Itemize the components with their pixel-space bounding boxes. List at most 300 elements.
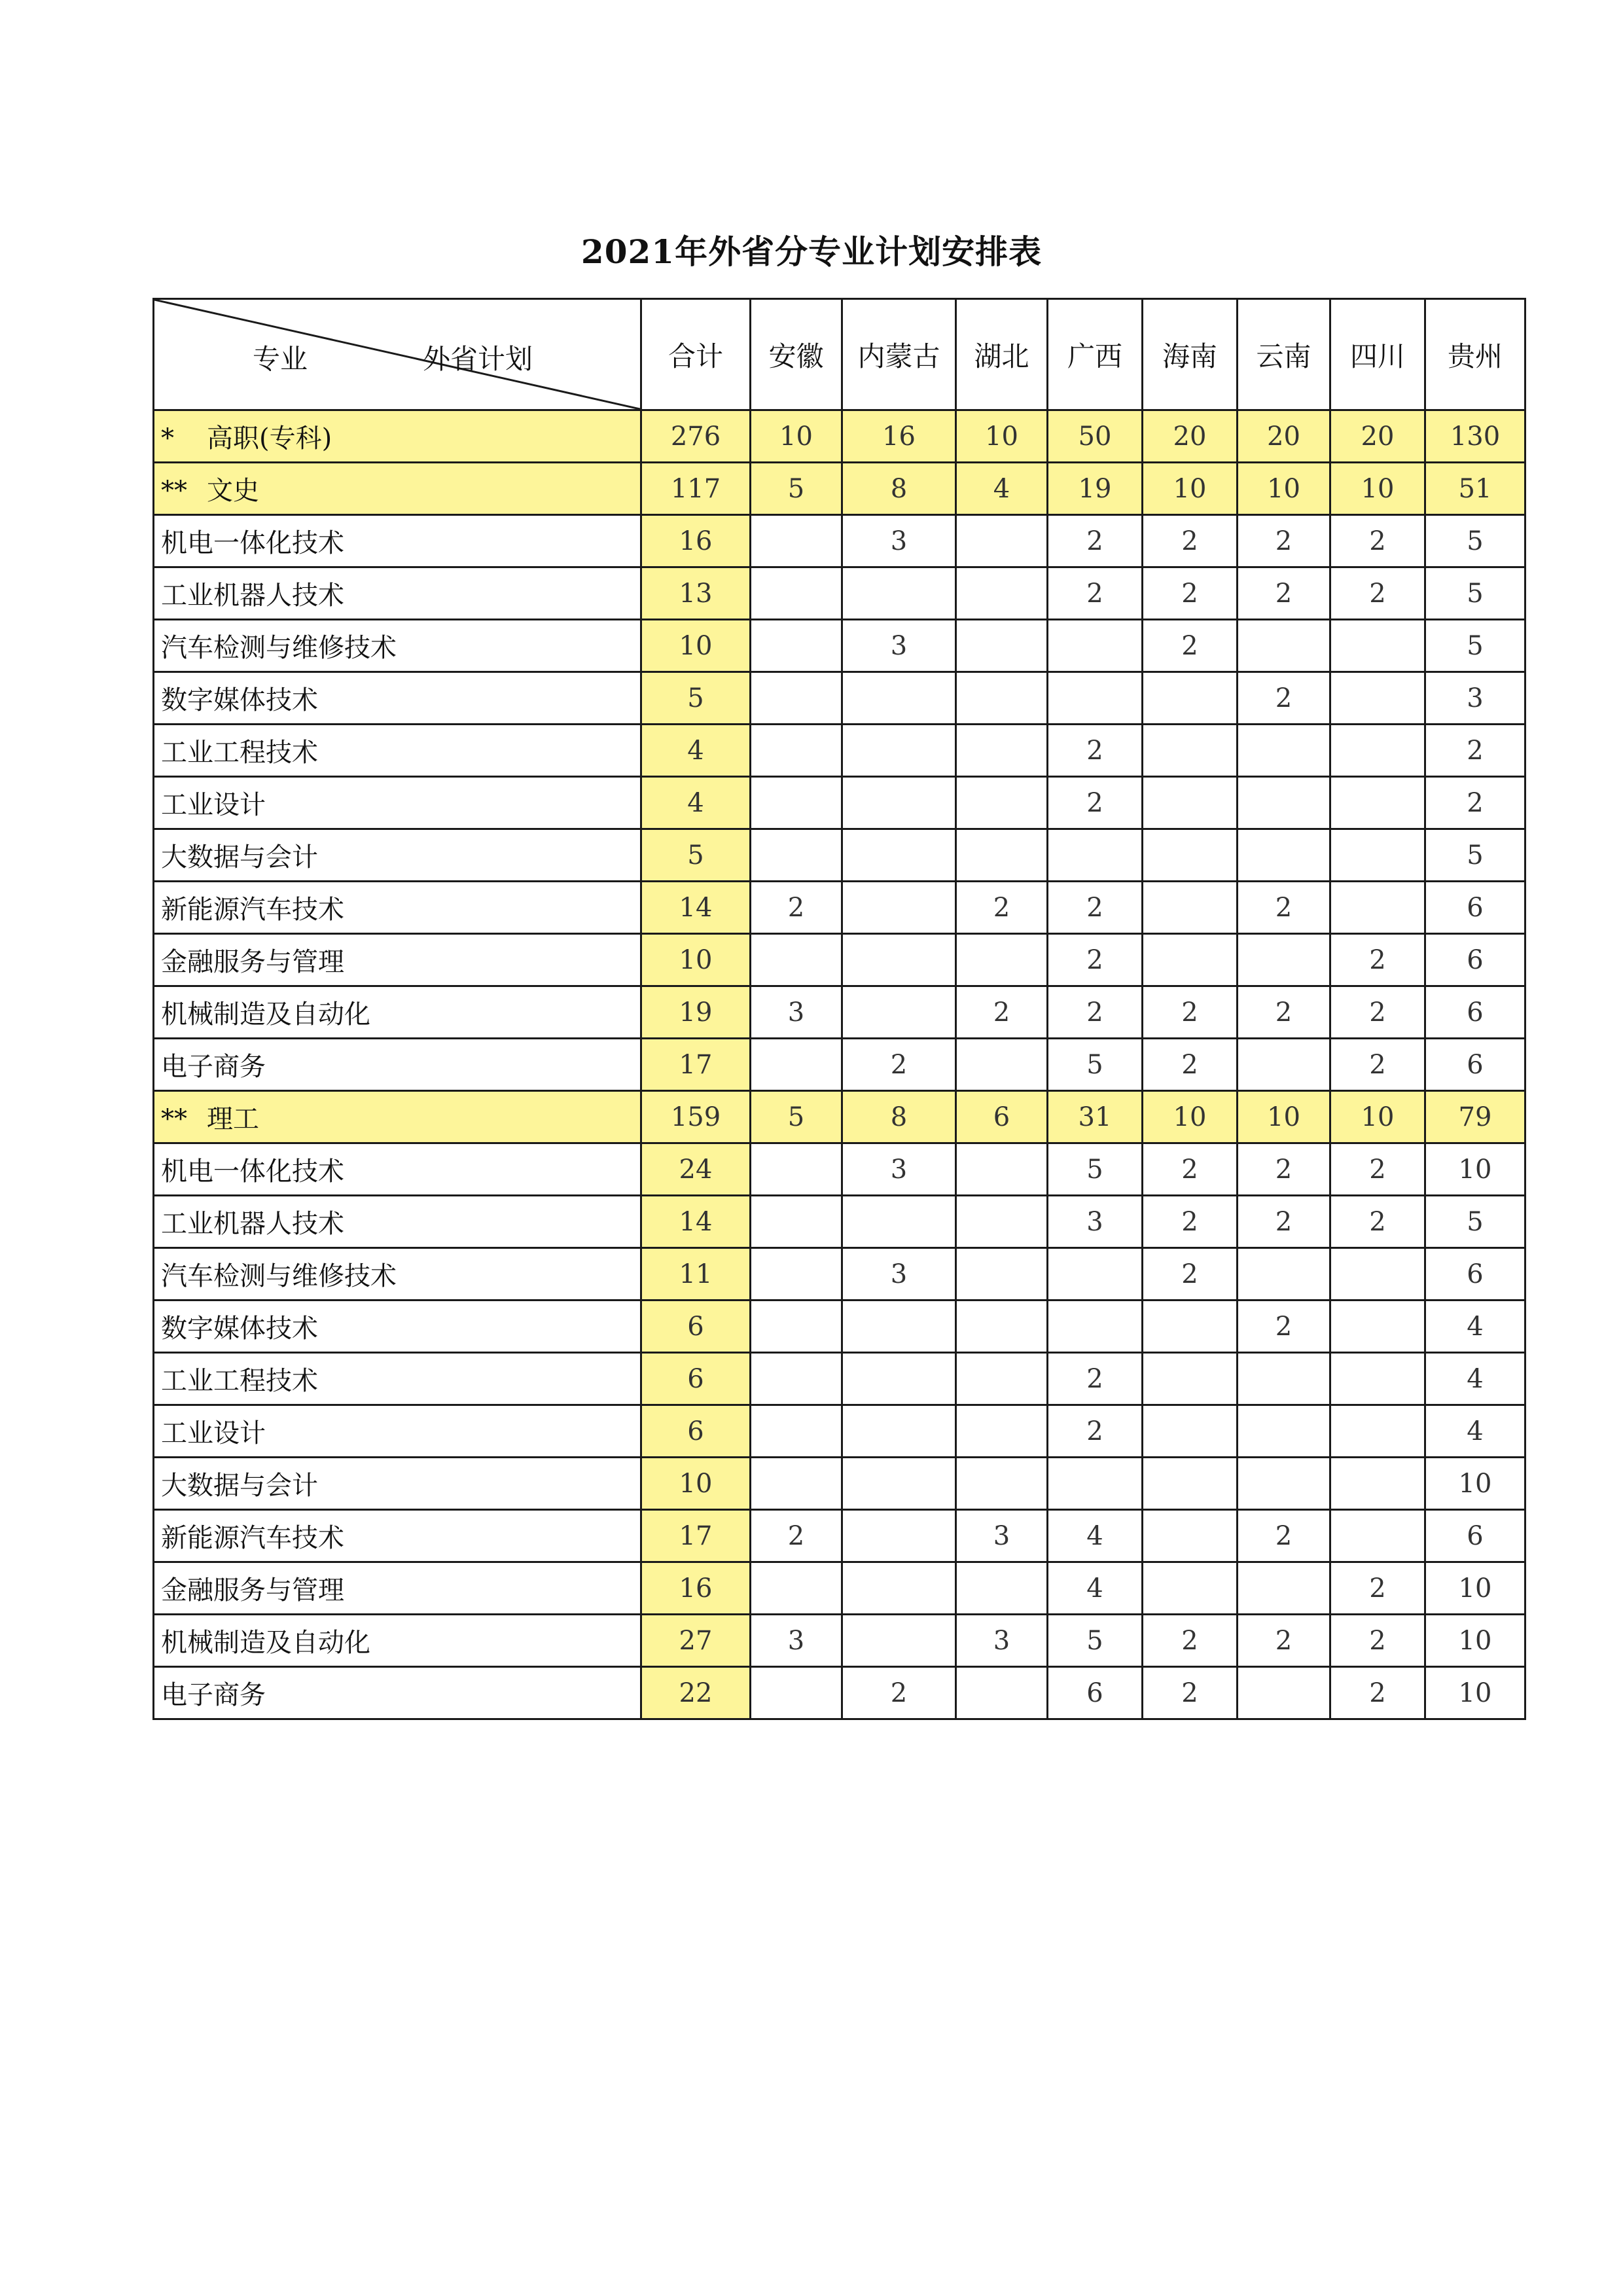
- major-name-cell: [154, 1615, 641, 1667]
- province-value-cell: [1238, 1353, 1330, 1405]
- province-value-cell: 2: [1143, 620, 1238, 672]
- province-value-cell: [956, 567, 1048, 620]
- province-value-cell: [1143, 829, 1238, 882]
- province-value-cell: [1048, 1458, 1143, 1510]
- province-value-cell: [1330, 777, 1425, 829]
- province-value-cell: [751, 567, 842, 620]
- province-value-cell: [842, 1405, 956, 1458]
- major-name-cell: [154, 1248, 641, 1300]
- total-cell: 17: [641, 1510, 751, 1562]
- province-value-cell: [751, 1405, 842, 1458]
- province-value-cell: 10: [1330, 1091, 1425, 1143]
- province-value-cell: 2: [1238, 1143, 1330, 1196]
- total-cell: 10: [641, 934, 751, 986]
- province-value-cell: [956, 1405, 1048, 1458]
- major-name-cell: [154, 1196, 641, 1248]
- total-cell: 14: [641, 1196, 751, 1248]
- column-header: 安徽: [751, 299, 842, 410]
- province-value-cell: [842, 1510, 956, 1562]
- province-value-cell: [1330, 725, 1425, 777]
- major-name-cell: [154, 934, 641, 986]
- group-marker: *: [161, 423, 174, 454]
- province-value-cell: 5: [751, 463, 842, 515]
- province-value-cell: 6: [1425, 1248, 1525, 1300]
- major-name: 机电一体化技术: [161, 528, 344, 558]
- province-value-cell: [1330, 882, 1425, 934]
- province-value-cell: 2: [1330, 1196, 1425, 1248]
- province-value-cell: 2: [842, 1667, 956, 1719]
- total-cell: 17: [641, 1039, 751, 1091]
- major-name-cell: [154, 672, 641, 725]
- province-value-cell: 2: [1048, 725, 1143, 777]
- major-name-cell: [154, 777, 641, 829]
- province-value-cell: 2: [1330, 986, 1425, 1039]
- corner-label-major: 专业: [253, 343, 308, 375]
- table-row: [154, 1248, 1525, 1300]
- group-marker: **: [161, 1104, 187, 1134]
- province-value-cell: [1048, 829, 1143, 882]
- major-name: 电子商务: [161, 1052, 266, 1082]
- diagonal-divider: [154, 300, 640, 409]
- province-value-cell: [842, 934, 956, 986]
- province-value-cell: [956, 1300, 1048, 1353]
- major-name: 大数据与会计: [161, 1471, 318, 1501]
- total-cell: 10: [641, 1458, 751, 1510]
- major-name: 汽车检测与维修技术: [161, 633, 397, 663]
- province-value-cell: 2: [1048, 986, 1143, 1039]
- column-header: 海南: [1143, 299, 1238, 410]
- province-value-cell: 10: [751, 410, 842, 463]
- province-value-cell: 2: [1143, 1248, 1238, 1300]
- major-name: 机械制造及自动化: [161, 1628, 370, 1658]
- province-value-cell: 2: [842, 1039, 956, 1091]
- province-value-cell: 2: [1143, 1667, 1238, 1719]
- province-value-cell: 50: [1048, 410, 1143, 463]
- province-value-cell: [956, 1667, 1048, 1719]
- province-value-cell: 31: [1048, 1091, 1143, 1143]
- province-value-cell: 2: [1330, 567, 1425, 620]
- province-value-cell: [842, 1562, 956, 1615]
- province-value-cell: 2: [1048, 882, 1143, 934]
- province-value-cell: 3: [1425, 672, 1525, 725]
- page-title: 2021年外省分专业计划安排表: [580, 232, 1043, 271]
- table-body: [154, 410, 1525, 1719]
- major-name: 金融服务与管理: [161, 1575, 344, 1605]
- province-value-cell: [956, 1248, 1048, 1300]
- table-row: [154, 1405, 1525, 1458]
- total-cell: 6: [641, 1353, 751, 1405]
- province-value-cell: [1330, 1510, 1425, 1562]
- province-value-cell: 5: [1425, 1196, 1525, 1248]
- province-value-cell: [751, 1562, 842, 1615]
- province-value-cell: 2: [1143, 1143, 1238, 1196]
- major-name-cell: [154, 1667, 641, 1719]
- province-value-cell: 2: [1330, 515, 1425, 567]
- province-value-cell: 2: [1330, 1615, 1425, 1667]
- province-value-cell: [751, 1353, 842, 1405]
- province-value-cell: 10: [1330, 463, 1425, 515]
- province-value-cell: 2: [1238, 986, 1330, 1039]
- major-name-cell: [154, 1039, 641, 1091]
- province-value-cell: 2: [1143, 1196, 1238, 1248]
- province-value-cell: [1048, 672, 1143, 725]
- province-value-cell: 5: [1425, 515, 1525, 567]
- major-name-cell: [154, 567, 641, 620]
- province-value-cell: [1330, 672, 1425, 725]
- group-marker: **: [161, 476, 187, 506]
- province-value-cell: [751, 725, 842, 777]
- province-value-cell: 6: [1425, 882, 1525, 934]
- province-value-cell: 8: [842, 463, 956, 515]
- header-row: [154, 299, 1525, 410]
- province-value-cell: [751, 1248, 842, 1300]
- province-value-cell: 2: [1238, 882, 1330, 934]
- column-header: 云南: [1238, 299, 1330, 410]
- total-cell: 4: [641, 725, 751, 777]
- province-value-cell: 10: [956, 410, 1048, 463]
- province-value-cell: [751, 829, 842, 882]
- group-row: [154, 1091, 1525, 1143]
- province-value-cell: 130: [1425, 410, 1525, 463]
- province-value-cell: 2: [1330, 1667, 1425, 1719]
- total-cell: 276: [641, 410, 751, 463]
- province-value-cell: [842, 1615, 956, 1667]
- table-row: [154, 777, 1525, 829]
- total-cell: 14: [641, 882, 751, 934]
- table-row: [154, 1458, 1525, 1510]
- province-value-cell: [1330, 1458, 1425, 1510]
- province-value-cell: 3: [751, 1615, 842, 1667]
- total-cell: 19: [641, 986, 751, 1039]
- major-name-cell: [154, 725, 641, 777]
- table-row: [154, 620, 1525, 672]
- major-name-cell: [154, 829, 641, 882]
- table-row: [154, 1300, 1525, 1353]
- corner-header-cell: [154, 299, 641, 410]
- table-row: [154, 1562, 1525, 1615]
- province-value-cell: 2: [1425, 725, 1525, 777]
- group-row: [154, 463, 1525, 515]
- major-name: 新能源汽车技术: [161, 1523, 344, 1553]
- province-value-cell: 3: [842, 1248, 956, 1300]
- province-value-cell: 51: [1425, 463, 1525, 515]
- province-value-cell: [751, 777, 842, 829]
- province-value-cell: [751, 1196, 842, 1248]
- major-name-cell: [154, 1458, 641, 1510]
- province-value-cell: 4: [1048, 1562, 1143, 1615]
- major-name-cell: [154, 986, 641, 1039]
- major-name: 汽车检测与维修技术: [161, 1261, 397, 1291]
- province-value-cell: [1143, 1458, 1238, 1510]
- group-name-cell: [154, 410, 641, 463]
- province-value-cell: 5: [1048, 1039, 1143, 1091]
- table-row: [154, 1510, 1525, 1562]
- province-value-cell: 2: [1143, 1039, 1238, 1091]
- province-value-cell: [1143, 1562, 1238, 1615]
- province-value-cell: 2: [1143, 1615, 1238, 1667]
- column-header: 湖北: [956, 299, 1048, 410]
- major-name: 工业设计: [161, 790, 266, 820]
- table-row: [154, 672, 1525, 725]
- province-value-cell: [1143, 1405, 1238, 1458]
- province-value-cell: [842, 986, 956, 1039]
- plan-table: [152, 298, 1526, 1720]
- province-value-cell: [1143, 882, 1238, 934]
- province-value-cell: [1048, 620, 1143, 672]
- province-value-cell: 8: [842, 1091, 956, 1143]
- table-row: [154, 882, 1525, 934]
- province-value-cell: [956, 1196, 1048, 1248]
- province-value-cell: [1238, 1667, 1330, 1719]
- total-cell: 13: [641, 567, 751, 620]
- province-value-cell: 10: [1238, 463, 1330, 515]
- province-value-cell: [1238, 777, 1330, 829]
- province-value-cell: [956, 1458, 1048, 1510]
- major-name: 工业工程技术: [161, 738, 318, 768]
- province-value-cell: 2: [1425, 777, 1525, 829]
- province-value-cell: 4: [956, 463, 1048, 515]
- province-value-cell: 3: [842, 1143, 956, 1196]
- province-value-cell: [956, 777, 1048, 829]
- province-value-cell: 2: [956, 882, 1048, 934]
- major-name-cell: [154, 1300, 641, 1353]
- province-value-cell: 3: [956, 1510, 1048, 1562]
- province-value-cell: [956, 672, 1048, 725]
- province-value-cell: [1143, 672, 1238, 725]
- major-name: 数字媒体技术: [161, 685, 318, 715]
- province-value-cell: 4: [1425, 1353, 1525, 1405]
- province-value-cell: 2: [1238, 515, 1330, 567]
- table-row: [154, 1615, 1525, 1667]
- province-value-cell: 3: [1048, 1196, 1143, 1248]
- province-value-cell: 19: [1048, 463, 1143, 515]
- province-value-cell: [842, 567, 956, 620]
- province-value-cell: 5: [751, 1091, 842, 1143]
- province-value-cell: 5: [1425, 829, 1525, 882]
- major-name-cell: [154, 1562, 641, 1615]
- province-value-cell: [1330, 829, 1425, 882]
- province-value-cell: 2: [1048, 1353, 1143, 1405]
- total-cell: 11: [641, 1248, 751, 1300]
- province-value-cell: [751, 1143, 842, 1196]
- major-name: 金融服务与管理: [161, 947, 344, 977]
- province-value-cell: 2: [1048, 515, 1143, 567]
- province-value-cell: 2: [1143, 986, 1238, 1039]
- province-value-cell: [956, 1039, 1048, 1091]
- total-cell: 159: [641, 1091, 751, 1143]
- province-value-cell: [1238, 725, 1330, 777]
- province-value-cell: 2: [1330, 1143, 1425, 1196]
- province-value-cell: 2: [1238, 567, 1330, 620]
- total-cell: 4: [641, 777, 751, 829]
- table-row: [154, 1039, 1525, 1091]
- province-value-cell: [1330, 620, 1425, 672]
- province-value-cell: [751, 672, 842, 725]
- province-value-cell: [1330, 1353, 1425, 1405]
- province-value-cell: 2: [956, 986, 1048, 1039]
- total-cell: 16: [641, 1562, 751, 1615]
- total-cell: 22: [641, 1667, 751, 1719]
- province-value-cell: 20: [1238, 410, 1330, 463]
- province-value-cell: [1238, 620, 1330, 672]
- major-name: 工业机器人技术: [161, 1209, 344, 1239]
- table-row: [154, 1143, 1525, 1196]
- group-name: 理工: [207, 1104, 259, 1134]
- province-value-cell: 2: [1238, 1196, 1330, 1248]
- column-header: 内蒙古: [842, 299, 956, 410]
- province-value-cell: 2: [1330, 934, 1425, 986]
- province-value-cell: 2: [1048, 1405, 1143, 1458]
- total-cell: 117: [641, 463, 751, 515]
- province-value-cell: 3: [751, 986, 842, 1039]
- total-cell: 16: [641, 515, 751, 567]
- major-name-cell: [154, 882, 641, 934]
- province-value-cell: [1143, 1300, 1238, 1353]
- province-value-cell: 5: [1425, 567, 1525, 620]
- province-value-cell: 10: [1143, 463, 1238, 515]
- major-name: 工业工程技术: [161, 1366, 318, 1396]
- table-row: [154, 1353, 1525, 1405]
- column-header: 广西: [1048, 299, 1143, 410]
- province-value-cell: [842, 725, 956, 777]
- province-value-cell: [842, 1353, 956, 1405]
- province-value-cell: [1330, 1248, 1425, 1300]
- major-name: 工业机器人技术: [161, 581, 344, 611]
- major-name: 新能源汽车技术: [161, 895, 344, 925]
- province-value-cell: [1143, 1510, 1238, 1562]
- table-row: [154, 515, 1525, 567]
- corner-label-plan: 外省计划: [423, 343, 533, 375]
- major-name: 电子商务: [161, 1680, 266, 1710]
- province-value-cell: 2: [1143, 567, 1238, 620]
- province-value-cell: 6: [956, 1091, 1048, 1143]
- province-value-cell: [842, 1458, 956, 1510]
- major-name: 机电一体化技术: [161, 1157, 344, 1187]
- province-value-cell: 10: [1425, 1143, 1525, 1196]
- group-name-cell: [154, 1091, 641, 1143]
- province-value-cell: 2: [1048, 567, 1143, 620]
- column-header: 合计: [641, 299, 751, 410]
- province-value-cell: 6: [1425, 986, 1525, 1039]
- province-value-cell: 6: [1425, 1510, 1525, 1562]
- major-name: 数字媒体技术: [161, 1314, 318, 1344]
- province-value-cell: 2: [1330, 1562, 1425, 1615]
- total-cell: 6: [641, 1405, 751, 1458]
- province-value-cell: [842, 672, 956, 725]
- province-value-cell: [956, 1143, 1048, 1196]
- major-name: 大数据与会计: [161, 842, 318, 872]
- province-value-cell: 5: [1048, 1615, 1143, 1667]
- province-value-cell: [956, 1562, 1048, 1615]
- province-value-cell: [956, 725, 1048, 777]
- province-value-cell: 4: [1425, 1300, 1525, 1353]
- province-value-cell: 6: [1425, 1039, 1525, 1091]
- column-header: 贵州: [1425, 299, 1525, 410]
- province-value-cell: 2: [1048, 934, 1143, 986]
- table-row: [154, 725, 1525, 777]
- group-row: [154, 410, 1525, 463]
- province-value-cell: 6: [1048, 1667, 1143, 1719]
- total-cell: 5: [641, 829, 751, 882]
- province-value-cell: [1330, 1300, 1425, 1353]
- major-name-cell: [154, 1405, 641, 1458]
- province-value-cell: [751, 934, 842, 986]
- province-value-cell: [1048, 1248, 1143, 1300]
- province-value-cell: 2: [1330, 1039, 1425, 1091]
- province-value-cell: [751, 1458, 842, 1510]
- province-value-cell: 20: [1330, 410, 1425, 463]
- total-cell: 10: [641, 620, 751, 672]
- province-value-cell: [1238, 1562, 1330, 1615]
- province-value-cell: [1238, 1458, 1330, 1510]
- table-row: [154, 1196, 1525, 1248]
- major-name-cell: [154, 1510, 641, 1562]
- major-name-cell: [154, 515, 641, 567]
- province-value-cell: [1238, 934, 1330, 986]
- province-value-cell: 4: [1425, 1405, 1525, 1458]
- group-name: 高职(专科): [207, 423, 332, 454]
- province-value-cell: [956, 1353, 1048, 1405]
- province-value-cell: 20: [1143, 410, 1238, 463]
- total-cell: 6: [641, 1300, 751, 1353]
- province-value-cell: 2: [1238, 672, 1330, 725]
- province-value-cell: [751, 620, 842, 672]
- province-value-cell: [1238, 829, 1330, 882]
- province-value-cell: 16: [842, 410, 956, 463]
- province-value-cell: [842, 882, 956, 934]
- table-row: [154, 986, 1525, 1039]
- province-value-cell: [956, 829, 1048, 882]
- province-value-cell: [751, 515, 842, 567]
- total-cell: 5: [641, 672, 751, 725]
- province-value-cell: [1143, 777, 1238, 829]
- province-value-cell: [1238, 1248, 1330, 1300]
- column-header: 四川: [1330, 299, 1425, 410]
- province-value-cell: 10: [1238, 1091, 1330, 1143]
- group-name-cell: [154, 463, 641, 515]
- province-value-cell: 6: [1425, 934, 1525, 986]
- province-value-cell: [1143, 934, 1238, 986]
- province-value-cell: 2: [1048, 777, 1143, 829]
- table-row: [154, 1667, 1525, 1719]
- province-value-cell: 10: [1425, 1458, 1525, 1510]
- province-value-cell: [842, 829, 956, 882]
- province-value-cell: [751, 1667, 842, 1719]
- province-value-cell: [751, 1300, 842, 1353]
- province-value-cell: 3: [842, 620, 956, 672]
- province-value-cell: [842, 1196, 956, 1248]
- province-value-cell: [1048, 1300, 1143, 1353]
- province-value-cell: 3: [956, 1615, 1048, 1667]
- province-value-cell: 2: [1143, 515, 1238, 567]
- major-name: 机械制造及自动化: [161, 999, 370, 1030]
- table-row: [154, 567, 1525, 620]
- province-value-cell: [956, 934, 1048, 986]
- province-value-cell: 10: [1143, 1091, 1238, 1143]
- province-value-cell: 5: [1048, 1143, 1143, 1196]
- major-name-cell: [154, 620, 641, 672]
- province-value-cell: [956, 620, 1048, 672]
- province-value-cell: 5: [1425, 620, 1525, 672]
- total-cell: 24: [641, 1143, 751, 1196]
- province-value-cell: [956, 515, 1048, 567]
- province-value-cell: [1143, 1353, 1238, 1405]
- province-value-cell: [1238, 1039, 1330, 1091]
- province-value-cell: [842, 1300, 956, 1353]
- province-value-cell: 10: [1425, 1615, 1525, 1667]
- major-name-cell: [154, 1353, 641, 1405]
- major-name-cell: [154, 1143, 641, 1196]
